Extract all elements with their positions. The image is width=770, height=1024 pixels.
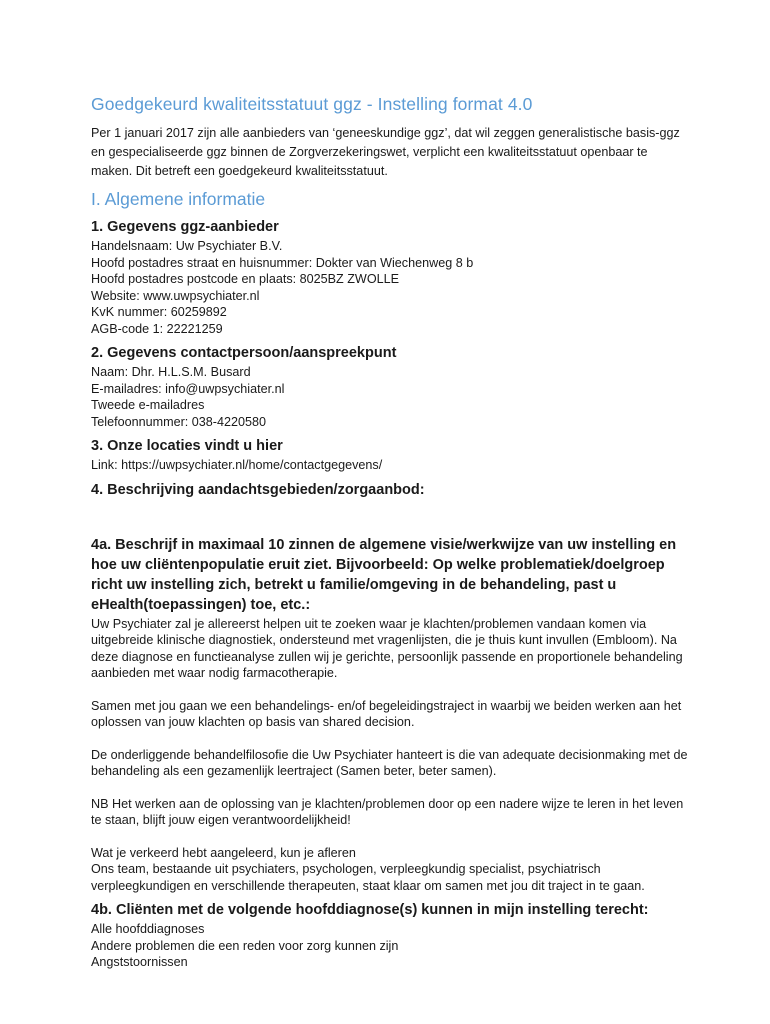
contact-second-email: Tweede e-mailadres xyxy=(91,398,205,412)
heading-vision-method: 4a. Beschrijf in maximaal 10 zinnen de algemene visie/werkwijze van uw instelling en hoe uw cliëntenpopulatie eruit ziet. Bijvoorbeeld: Op welke problematiek/doelgroep richt uw instelling zich, betrekt u familie/omgeving in de behandeling, past u eHealth(toepassingen) toe, etc.: xyxy=(91,536,677,613)
provider-website: Website: www.uwpsychiater.nl xyxy=(91,288,260,303)
heading-contact-person: 2. Gegevens contactpersoon/aanspreekpunt xyxy=(91,345,397,361)
paragraph-diagnosis: Uw Psychiater zal je allereerst helpen uit te zoeken waar je klachten/problemen vandaan komen via uitgebreide klinische diagnostiek, ondersteund met vragenlijsten, die je thuis kunt invullen (Embloom). Na deze diagnose en functieanalyse zullen wij je gerichte, persoonlijk passende en proportionele behandeling aanbieden met waar nodig farmacotherapie. xyxy=(91,616,683,680)
provider-details xyxy=(91,238,691,337)
diagnosis-item: Alle hoofddiagnoses xyxy=(91,922,205,936)
diagnosis-item: Angststoornissen xyxy=(91,955,188,969)
intro-paragraph: Per 1 januari 2017 zijn alle aanbieders van ‘geneeskundige ggz’, dat wil zeggen generalistische basis-ggz en gespecialiseerde ggz binnen de Zorgverzekeringswet, verplicht een kwaliteitsstatuut openbaar te maken. Dit betreft een goedgekeurd kwaliteitsstatuut. xyxy=(91,126,680,178)
spacer xyxy=(91,780,691,796)
spacer xyxy=(91,731,691,747)
paragraph-philosophy: De onderliggende behandelfilosofie die Uw Psychiater hanteert is die van adequate decisionmaking met de behandeling als een gezamenlijk leertraject (Samen beter, beter samen). xyxy=(91,747,688,778)
contact-email: E-mailadres: info@uwpsychiater.nl xyxy=(91,381,285,396)
heading-locations: 3. Onze locaties vindt u hier xyxy=(91,438,283,454)
provider-kvk: KvK nummer: 60259892 xyxy=(91,305,227,319)
provider-postcode: Hoofd postadres postcode en plaats: 8025BZ ZWOLLE xyxy=(91,272,400,286)
heading-main-diagnoses: 4b. Cliënten met de volgende hoofddiagnose(s) kunnen in mijn instelling terecht: xyxy=(91,902,649,918)
spacer xyxy=(91,501,691,529)
paragraph-responsibility: NB Het werken aan de oplossing van je klachten/problemen door op een nadere wijze te leren in het leven te staan, blijft jouw eigen verantwoordelijkheid! xyxy=(91,796,684,827)
spacer xyxy=(91,829,691,845)
contact-name: Naam: Dhr. H.L.S.M. Busard xyxy=(91,365,251,379)
section-title-general-info: I. Algemene informatie xyxy=(91,189,266,209)
diagnoses-list xyxy=(91,921,691,971)
diagnosis-item: Andere problemen die een reden voor zorg kunnen zijn xyxy=(91,938,399,953)
heading-provider-details: 1. Gegevens ggz-aanbieder xyxy=(91,219,279,235)
contact-phone: Telefoonnummer: 038-4220580 xyxy=(91,414,267,429)
paragraph-shared-decision: Samen met jou gaan we een behandelings- en/of begeleidingstraject in waarbij we beiden werken aan het oplossen van jouw klachten op basis van shared decision. xyxy=(91,698,682,729)
provider-street: Hoofd postadres straat en huisnummer: Dokter van Wiechenweg 8 b xyxy=(91,255,474,270)
document-page xyxy=(91,92,691,971)
paragraph-team: Ons team, bestaande uit psychiaters, psychologen, verpleegkundig specialist, psychiatrisch verpleegkundigen en verschillende therapeuten, staat klaar om samen met jou dit traject in te gaan. xyxy=(91,862,645,893)
document-title: Goedgekeurd kwaliteitsstatuut ggz - Instelling format 4.0 xyxy=(91,94,533,114)
locations-link: Link: https://uwpsychiater.nl/home/contactgegevens/ xyxy=(91,458,383,472)
provider-agb: AGB-code 1: 22221259 xyxy=(91,321,223,336)
locations-block xyxy=(91,457,691,474)
heading-care-offer: 4. Beschrijving aandachtsgebieden/zorgaanbod: xyxy=(91,481,425,498)
spacer xyxy=(91,682,691,698)
contact-details xyxy=(91,364,691,430)
paragraph-unlearn: Wat je verkeerd hebt aangeleerd, kun je afleren xyxy=(91,845,356,860)
provider-trade-name: Handelsnaam: Uw Psychiater B.V. xyxy=(91,239,283,253)
